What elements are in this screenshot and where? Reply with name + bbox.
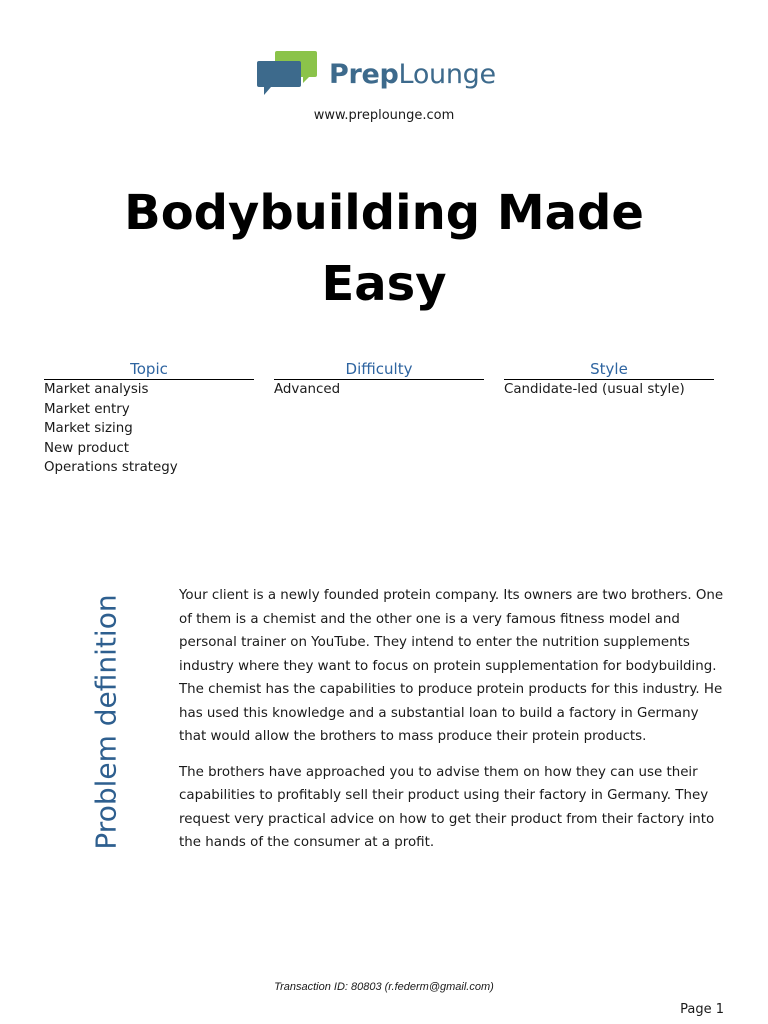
site-url[interactable]: www.preplounge.com	[313, 108, 455, 123]
page-number: Page 1	[680, 1002, 724, 1017]
topic-item: Operations strategy	[44, 460, 178, 476]
topic-item: Market entry	[44, 401, 130, 417]
paragraph: The brothers have approached you to advise them on how they can use their capabilities to profitably sell their product using their factory in Germany. They request very practical advice on how to get their product from their factory into the hands of the consumer at a profit.	[179, 764, 715, 850]
difficulty-column	[274, 360, 484, 400]
style-column	[504, 360, 714, 400]
difficulty-item: Advanced	[274, 382, 341, 397]
section-heading-vertical	[84, 588, 128, 856]
logo-wordmark-bold: Prep	[329, 58, 399, 90]
topic-item: New product	[44, 440, 129, 456]
topic-item: Market analysis	[44, 382, 149, 397]
difficulty-heading: Difficulty	[274, 360, 484, 380]
topic-heading: Topic	[44, 360, 254, 380]
paragraph: Your client is a newly founded protein company. Its owners are two brothers. One of them is a chemist and the other one is a very famous fitness model and personal trainer on YouTube. They intend to enter the nutrition supplements industry where they want to focus on protein supplementation for bodybuilding. The chemist has the capabilities to produce protein products for this industry. He has used this knowledge and a substantial loan to build a factory in Germany that would allow the brothers to mass produce their protein products.	[179, 588, 724, 744]
problem-definition-body	[179, 584, 724, 867]
difficulty-list	[274, 380, 484, 400]
transaction-id: Transaction ID: 80803 (r.federm@gmail.com)	[274, 981, 494, 993]
style-item: Candidate-led (usual style)	[504, 382, 685, 397]
section-heading-text: Problem definition	[89, 594, 123, 850]
preplounge-logo[interactable]	[255, 48, 496, 100]
style-list	[504, 380, 714, 400]
topic-column	[44, 360, 254, 478]
chat-bubbles-icon	[255, 49, 319, 99]
topic-list	[44, 380, 254, 478]
logo-wordmark-regular: Lounge	[398, 58, 496, 90]
style-heading: Style	[504, 360, 714, 380]
logo-wordmark	[329, 59, 496, 90]
document-title: Bodybuilding Made Easy	[124, 185, 644, 312]
topic-item: Market sizing	[44, 421, 133, 437]
